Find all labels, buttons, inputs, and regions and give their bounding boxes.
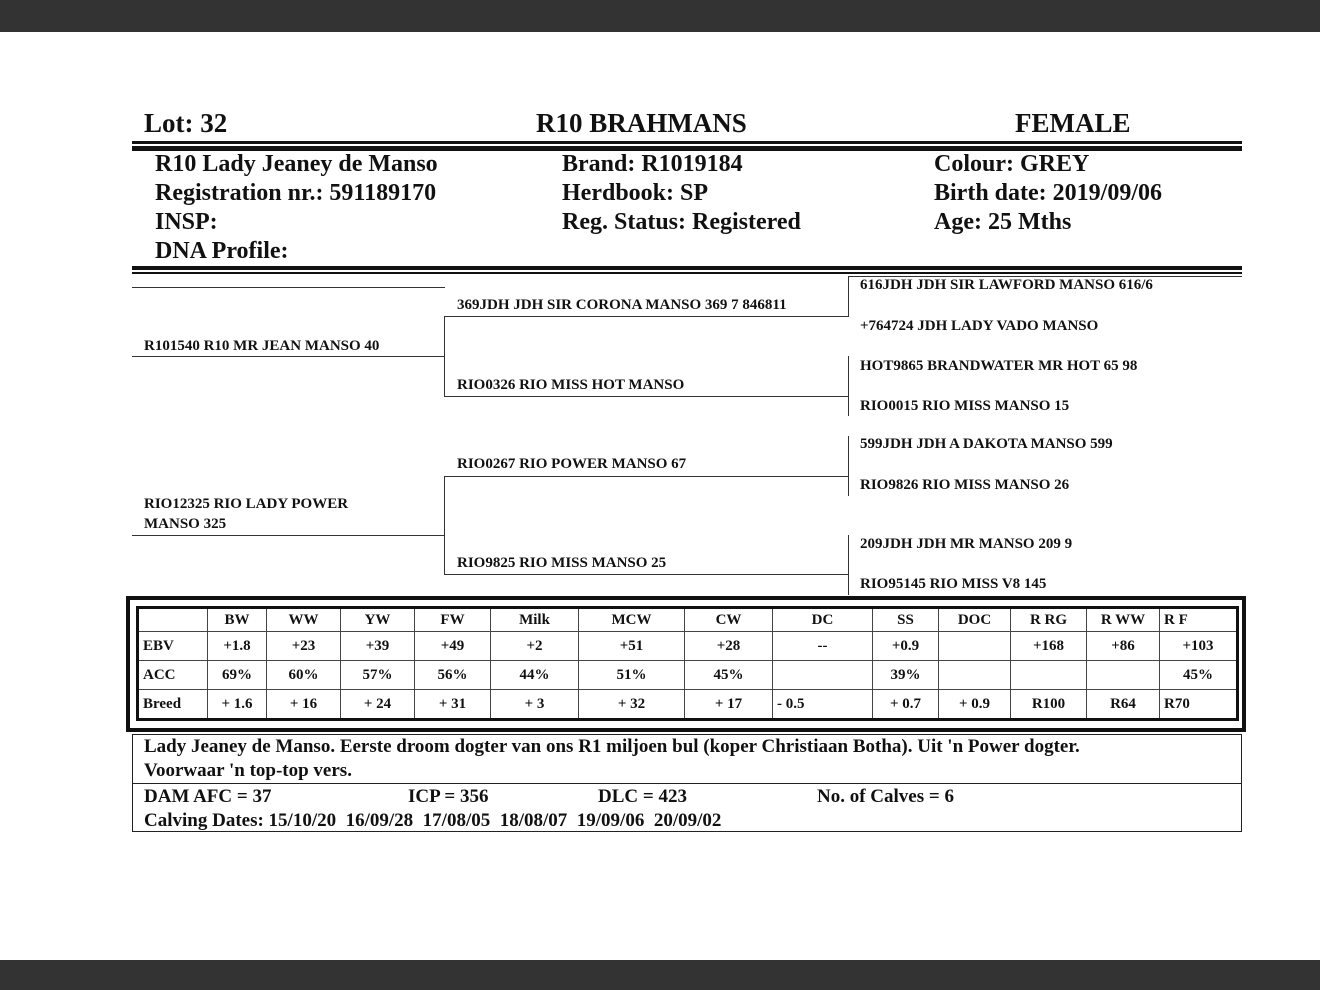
registration-number: Registration nr.: 591189170 [155,180,437,206]
ebv-row-label: EBV [138,632,208,661]
calving-dates: Calving Dates: 15/10/20 16/09/28 17/08/05 18/08/07 19/09/06 20/09/02 [144,810,722,831]
ebv-cell: + 0.9 [939,690,1011,720]
comments-divider [132,783,1242,784]
ebv-cell: +103 [1160,632,1238,661]
pedigree-ssd: +764724 JDH LADY VADO MANSO [860,318,1099,334]
ebv-cell: +2 [491,632,579,661]
pedigree-sss: 616JDH JDH SIR LAWFORD MANSO 616/6 [860,277,1153,293]
age-label: Age: 25 Mths [934,209,1072,235]
pedigree-dsd: RIO9826 RIO MISS MANSO 26 [860,477,1070,493]
ebv-cell: +0.9 [873,632,939,661]
ebv-col-header: BW [208,608,267,632]
ebv-cell: + 16 [267,690,341,720]
ebv-col-header: FW [415,608,491,632]
ebv-cell [939,661,1011,690]
pedigree-dss: 599JDH JDH A DAKOTA MANSO 599 [860,436,1113,452]
ebv-col-header: CW [685,608,773,632]
dam-afc: DAM AFC = 37 [144,786,272,807]
bottom-window-bar [0,960,1320,990]
ebv-col-header: Milk [491,608,579,632]
ebv-col-header: WW [267,608,341,632]
ebv-row-label: ACC [138,661,208,690]
ebv-cell: + 0.7 [873,690,939,720]
ebv-cell: R64 [1087,690,1160,720]
ebv-cell: +51 [579,632,685,661]
pedigree-sire-sire: 369JDH JDH SIR CORONA MANSO 369 7 846811 [457,297,787,313]
ebv-col-header: DC [773,608,873,632]
ebv-col-header: SS [873,608,939,632]
herdbook-label: Herdbook: SP [562,180,709,206]
pedigree-ddd: RIO95145 RIO MISS V8 145 [860,576,1047,592]
colour-label: Colour: GREY [934,151,1090,177]
ebv-row [138,632,1238,661]
ebv-cell: + 24 [341,690,415,720]
ebv-cell: 39% [873,661,939,690]
breeder-title: R10 BRAHMANS [536,108,747,138]
animal-name: R10 Lady Jeaney de Manso [155,151,438,177]
ebv-cell: -- [773,632,873,661]
ebv-col-header [138,608,208,632]
pedigree-dam-line2: MANSO 325 [144,516,227,532]
ebv-cell: + 31 [415,690,491,720]
reg-status-label: Reg. Status: Registered [562,209,801,235]
breed-row [138,690,1238,720]
ebv-cell [1011,661,1087,690]
ebv-cell: 56% [415,661,491,690]
ebv-cell: + 17 [685,690,773,720]
ebv-row-label: Breed [138,690,208,720]
ebv-cell: + 1.6 [208,690,267,720]
ebv-cell: 44% [491,661,579,690]
ebv-cell: +23 [267,632,341,661]
ebv-col-header: R F [1160,608,1238,632]
brand-label: Brand: R1019184 [562,151,743,177]
pedigree-dam-line1: RIO12325 RIO LADY POWER [144,496,349,512]
pedigree-sire-dam: RIO0326 RIO MISS HOT MANSO [457,377,685,393]
acc-row [138,661,1238,690]
ebv-header-row [138,608,1238,632]
ebv-cell: +49 [415,632,491,661]
ebv-col-header: R RG [1011,608,1087,632]
ebv-cell: - 0.5 [773,690,873,720]
header-divider [132,141,1242,144]
birth-date-label: Birth date: 2019/09/06 [934,180,1162,206]
ebv-cell: + 3 [491,690,579,720]
sex-label: FEMALE [1015,108,1131,138]
ebv-table [136,606,1239,721]
ebv-cell: + 32 [579,690,685,720]
lot-number: Lot: 32 [144,108,228,138]
ebv-cell: 45% [1160,661,1238,690]
ebv-cell: 57% [341,661,415,690]
pedigree-dam-dam: RIO9825 RIO MISS MANSO 25 [457,555,667,571]
ebv-cell: +1.8 [208,632,267,661]
ebv-cell: 60% [267,661,341,690]
dna-profile-label: DNA Profile: [155,238,289,264]
ebv-cell: R100 [1011,690,1087,720]
ebv-col-header: DOC [939,608,1011,632]
ebv-cell: +86 [1087,632,1160,661]
ebv-cell [773,661,873,690]
dlc-value: DLC = 423 [598,786,687,807]
comment-line2: Voorwaar 'n top-top vers. [144,760,352,781]
info-divider [132,272,1242,274]
pedigree-sdd: RIO0015 RIO MISS MANSO 15 [860,398,1070,414]
ebv-cell [939,632,1011,661]
info-divider-thick [132,266,1242,270]
comment-line1: Lady Jeaney de Manso. Eerste droom dogter van ons R1 miljoen bul (koper Christiaan Botha). Uit 'n Power dogter. [144,736,1080,757]
ebv-cell [1087,661,1160,690]
ebv-cell: R70 [1160,690,1238,720]
ebv-cell: 45% [685,661,773,690]
ebv-cell: +28 [685,632,773,661]
pedigree-dds: 209JDH JDH MR MANSO 209 9 [860,536,1073,552]
calves-count: No. of Calves = 6 [817,786,954,807]
ebv-col-header: YW [341,608,415,632]
ebv-cell: 51% [579,661,685,690]
ebv-col-header: MCW [579,608,685,632]
ebv-cell: +168 [1011,632,1087,661]
ebv-cell: 69% [208,661,267,690]
icp-value: ICP = 356 [408,786,489,807]
ebv-cell: +39 [341,632,415,661]
insp-label: INSP: [155,209,218,235]
ebv-col-header: R WW [1087,608,1160,632]
pedigree-dam-sire: RIO0267 RIO POWER MANSO 67 [457,456,687,472]
top-window-bar [0,0,1320,32]
pedigree-sds: HOT9865 BRANDWATER MR HOT 65 98 [860,358,1138,374]
pedigree-sire: R101540 R10 MR JEAN MANSO 40 [144,338,380,354]
